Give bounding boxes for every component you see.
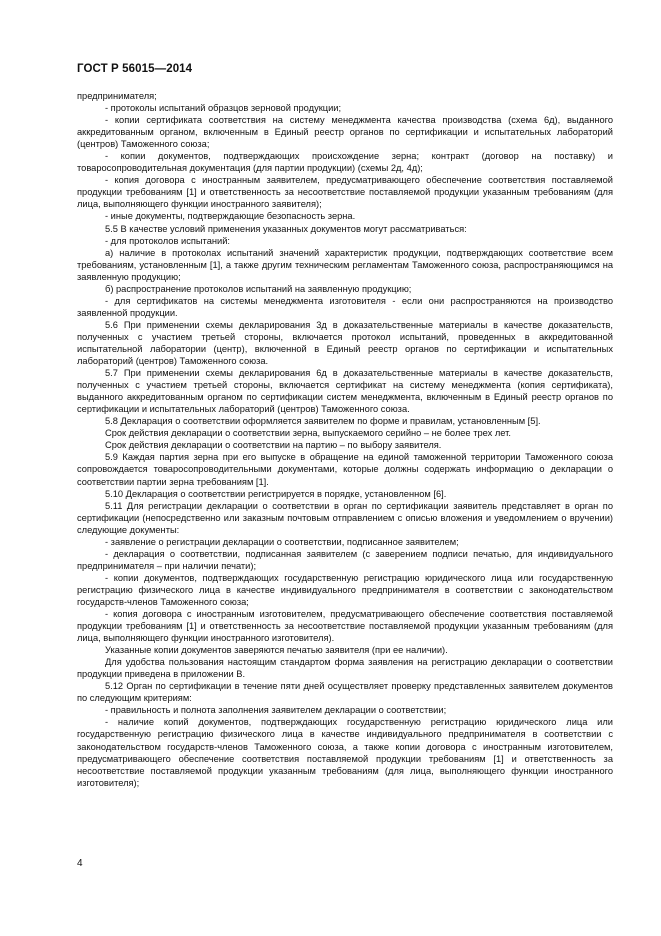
- paragraph: - наличие копий документов, подтверждающих государственную регистрацию юридического лица или государственную регистрацию физического лица в качестве индивидуального предпринимателя в соответствии с законодательством государств-членов Таможенного союза, а также копии договора с иностранным изготовителем, предусматривающего обеспечение соответствия поставляемой продукции требованиям [1] и ответственность за несоответствие поставляемой продукции указанным требованиям (для лица, выполняющего функции иностранного изготовителя);: [77, 717, 613, 788]
- paragraph: - копии сертификата соответствия на систему менеджмента качества производства (схема 6д), выданного аккредитованным органом, включенным в Единый реестр органов по сертификации и испытательных лабораторий (центров) Таможенного союза;: [77, 115, 613, 150]
- paragraph: - копии документов, подтверждающих государственную регистрацию юридического лица или государственную регистрацию физического лица в качестве индивидуального предпринимателя в соответствии с законодательством государств-членов Таможенного союза;: [77, 572, 613, 607]
- paragraph: 5.9 Каждая партия зерна при его выпуске в обращение на единой таможенной территории Таможенного союза сопровождается товаросопроводительными документами, которые должны содержать информацию о декларации о соответствии партии зерна требованиям [1].: [77, 452, 613, 487]
- paragraph: предпринимателя;: [77, 91, 157, 101]
- paragraph: - копия договора с иностранным изготовителем, предусматривающего обеспечение соответствия поставляемой продукции требованиям [1] и ответственность за несоответствие поставляемой продукции указанным требованиям (для лица, выполняющего функции иностранного изготовителя).: [77, 609, 613, 644]
- paragraph: Для удобства пользования настоящим стандартом форма заявления на регистрацию декларации о соответствии продукции приведена в приложении В.: [77, 657, 613, 680]
- paragraph: - для сертификатов на системы менеджмента изготовителя - если они распространяются на производство заявленной продукции.: [77, 295, 613, 318]
- paragraph: б) распространение протоколов испытаний на заявленную продукцию;: [105, 283, 412, 294]
- paragraph: - копия договора с иностранным заявителем, предусматривающего обеспечение соответствия поставляемой продукции требованиям [1] и ответственность за несоответствие поставляемой продукции указанным требованиям (для лица, выполняющего функции иностранного заявителя);: [77, 175, 613, 210]
- paragraph: 5.6 При применении схемы декларирования 3д в доказательственные материалы в качестве доказательств, полученных с участием третьей стороны, включается протокол испытаний, проведенных в аккредитованной испытательной лаборатории (центр), включенной в Единый реестр органов по сертификации и испытательных лабораторий (центров) Таможенного союза.: [77, 319, 613, 367]
- paragraph: - иные документы, подтверждающие безопасность зерна.: [105, 211, 356, 222]
- paragraph: а) наличие в протоколах испытаний значений характеристик продукции, подтверждающих соответствие всем требованиям, установленным [1], а также другим техническим регламентам Таможенного союза, распространяющимся на заявленную продукцию;: [77, 247, 613, 282]
- paragraph: - заявление о регистрации декларации о соответствии, подписанное заявителем;: [105, 536, 459, 547]
- paragraph: 5.5 В качестве условий применения указанных документов могут рассматриваться:: [105, 223, 467, 234]
- page-number: 4: [77, 858, 83, 869]
- document-body: [77, 90, 613, 789]
- paragraph: Срок действия декларации о соответствии зерна, выпускаемого серийно – не более трех лет.: [105, 428, 511, 439]
- paragraph: Срок действия декларации о соответствии на партию – по выбору заявителя.: [105, 440, 442, 451]
- paragraph: 5.8 Декларация о соответствии оформляется заявителем по форме и правилам, установленным [5].: [105, 416, 541, 427]
- paragraph: - декларация о соответствии, подписанная заявителем (с заверением подписи печатью, для индивидуального предпринимателя – при наличии печати);: [77, 548, 613, 571]
- paragraph: 5.10 Декларация о соответствии регистрируется в порядке, установленном [6].: [105, 488, 447, 499]
- paragraph: - копии документов, подтверждающих происхождение зерна; контракт (договор на поставку) и товаросопроводительная документация (для партии продукции) (схемы 2д, 4д);: [77, 151, 613, 174]
- paragraph: - правильность и полнота заполнения заявителем декларации о соответствии;: [105, 705, 447, 716]
- paragraph: 5.7 При применении схемы декларирования 6д в доказательственные материалы в качестве доказательств, полученных с участием третьей стороны, включается сертификат на систему менеджмента (копия сертификата), выданного аккредитованным органом по сертификации систем менеджмента, включенным в Единый реестр органов по сертификации и испытательных лабораторий (центров) Таможенного союза.: [77, 368, 613, 415]
- paragraph: 5.11 Для регистрации декларации о соответствии в орган по сертификации заявитель представляет в орган по сертификации (непосредственно или заказным почтовым отправлением с описью вложения и уведомлением о вручении) следующие документы:: [77, 500, 613, 535]
- paragraph: - для протоколов испытаний:: [105, 235, 230, 246]
- document-header: ГОСТ Р 56015—2014: [77, 63, 193, 75]
- paragraph: 5.12 Орган по сертификации в течение пяти дней осуществляет проверку представленных заявителем документов по следующим критериям:: [77, 681, 613, 704]
- paragraph: Указанные копии документов заверяются печатью заявителя (при ее наличии).: [105, 645, 448, 656]
- paragraph: - протоколы испытаний образцов зерновой продукции;: [105, 103, 342, 114]
